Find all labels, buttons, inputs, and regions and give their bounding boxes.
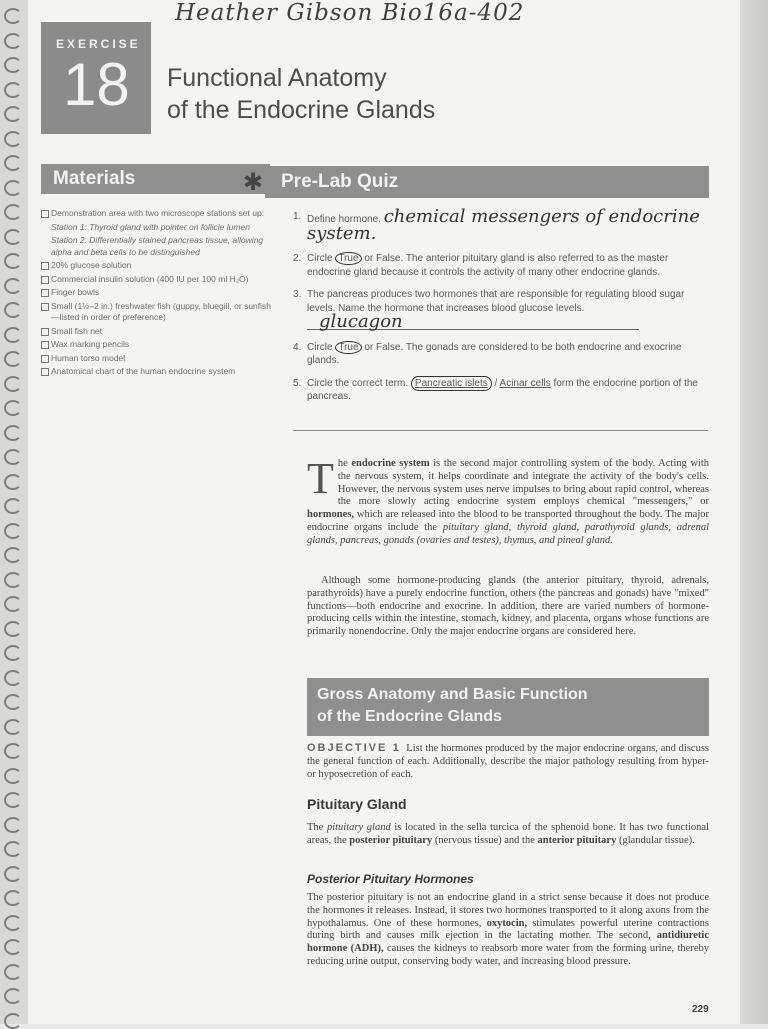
circled-true-2: True [335,252,361,265]
materials-item: Small fish net [41,326,273,338]
exercise-badge [41,22,151,134]
circled-pancreatic-islets: Pancreatic islets [411,376,492,391]
spiral-ring [4,547,22,563]
spiral-ring [4,155,22,171]
quiz-question-1: 1. Define hormone. chemical messengers of endocrine system. [293,206,700,244]
circled-true-4: True [335,341,361,354]
page-number: 229 [692,1004,709,1015]
spiral-ring [4,890,22,906]
spiral-ring [4,1013,22,1029]
materials-item: Finger bowls [41,287,273,299]
spiral-ring [4,474,22,490]
intro-paragraph: The endocrine system is the second major controlling system of the body. Acting with the nervous system, it helps coordinate and integrate the activity of the body's cells. However, the nervous system uses nerve impulses to bring about rapid control, whereas the more slowly acting endocrine system employs chemical "messengers," or hormones, which are released into the blood to be transported throughout the body. The major endocrine organs include the pituitary gland, thyroid gland, parathyroid glands, adrenal glands, pancreas, gonads (ovaries and testes), thymus, and pineal gland. [307,454,709,546]
spiral-ring [4,449,22,465]
spiral-ring [4,253,22,269]
handwritten-answer-3: glucagon [307,315,639,330]
spiral-ring [4,572,22,588]
spiral-binding [0,0,28,1024]
spiral-ring [4,229,22,245]
quiz-question-3: 3. The pancreas produces two hormones that are responsible for regulating blood sugar levels. Name the hormone that increases blood glucose levels. glucagon [293,289,685,332]
spiral-ring [4,841,22,857]
title-line-2: of the Endocrine Glands [167,96,436,124]
spiral-ring [4,400,22,416]
gross-anatomy-heading: Gross Anatomy and Basic Function of the Endocrine Glands [307,678,709,736]
materials-list [41,208,273,380]
spiral-ring [4,8,22,24]
spiral-ring [4,278,22,294]
materials-heading: Materials [41,164,270,194]
spiral-ring [4,180,22,196]
quiz-question-4: 4. Circle True or False. The gonads are considered to be both endocrine and exocrine glands. [293,341,682,366]
spiral-ring [4,915,22,931]
spiral-ring [4,596,22,612]
spiral-ring [4,817,22,833]
materials-item: 20% glucose solution [41,260,273,272]
pituitary-heading: Pituitary Gland [307,796,407,812]
spiral-ring [4,866,22,882]
spiral-ring [4,82,22,98]
spiral-ring [4,939,22,955]
title-line-1: Functional Anatomy [167,64,387,92]
objective-1: OBJECTIVE 1 List the hormones produced by the major endocrine organs, and discuss the general function of each. Additionally, describe the major pathology resulting from hyper- or hyposecretion of each. [307,742,710,780]
posterior-pituitary-paragraph: The posterior pituitary is not an endocrine gland in a strict sense because it does not produce the hormones it releases. Instead, it stores two hormones transported to it along axons from the hypothalamus. One of these hormones, oxytocin, stimulates powerful uterine contractions during birth and causes milk ejection in the lactating mother. The second, antidiuretic hormone (ADH), causes the kidneys to reabsorb more water from the forming urine, thereby reducing urine output, conserving body water, and increasing blood pressure. [307,892,709,967]
spiral-ring [4,204,22,220]
posterior-pituitary-heading: Posterior Pituitary Hormones [307,872,474,886]
spiral-ring [4,33,22,49]
exercise-number: 18 [63,51,130,118]
spiral-ring [4,670,22,686]
exercise-label: EXERCISE [56,37,141,51]
materials-item: Human torso model [41,353,273,365]
spiral-ring [4,106,22,122]
spiral-ring [4,768,22,784]
spiral-ring [4,523,22,539]
spiral-ring [4,988,22,1004]
star-mark-icon: ✱ [243,169,264,196]
handwritten-name: Heather Gibson Bio16a-402 [175,0,525,26]
quiz-list [293,206,708,413]
option-acinar-cells: Acinar cells [499,377,551,389]
quiz-question-2: 2. Circle True or False. The anterior pituitary gland is also referred to as the master endocrine gland because it controls the activity of many other endocrine glands. [293,253,669,278]
spiral-ring [4,327,22,343]
page-title [167,62,435,126]
handwritten-answer-1: chemical messengers of endocrine system. [307,206,700,244]
spiral-ring [4,351,22,367]
prelab-quiz-heading: Pre-Lab Quiz [265,166,709,198]
pituitary-paragraph: The pituitary gland is located in the sella turcica of the sphenoid bone. It has two functional areas, the posterior pituitary (nervous tissue) and the anterior pituitary (glandular tissue). [307,822,710,846]
spiral-ring [4,743,22,759]
spiral-ring [4,719,22,735]
materials-item: Demonstration area with two microscope stations set up: [41,208,273,220]
spiral-ring [4,302,22,318]
quiz-divider [293,430,708,431]
spiral-ring [4,376,22,392]
spiral-ring [4,621,22,637]
materials-item: Station 2: Differentially stained pancreas tissue, allowing alpha and beta cells to be distinguished [51,235,264,257]
materials-item: Station 1: Thyroid gland with pointer on follicle lumen [51,221,250,232]
spiral-ring [4,57,22,73]
spiral-ring [4,645,22,661]
intro-paragraph-2: Although some hormone-producing glands (the anterior pituitary, thyroid, adrenals, parathyroids) have a purely endocrine function, others (the pancreas and gonads) have "mixed" functions—both endocrine and exocrine. In addition, there are varied numbers of hormone-producing cells within the intestine, stomach, kidney, and placenta, organs whose functions are primarily nonendocrine. Only the major endocrine organs are considered here. [307,575,709,638]
drop-cap: T [307,454,334,503]
materials-item: Small (1½–2 in.) freshwater fish (guppy, bluegill, or sunfish—listed in order of preference) [41,301,273,324]
spiral-ring [4,425,22,441]
spiral-ring [4,694,22,710]
page-edge-shadow [740,0,768,1024]
quiz-question-5: 5. Circle the correct term. Pancreatic islets / Acinar cells form the endocrine portion of the pancreas. [293,377,698,402]
spiral-ring [4,498,22,514]
spiral-ring [4,792,22,808]
objective-label: OBJECTIVE 1 [307,742,401,754]
materials-item: Anatomical chart of the human endocrine system [41,366,273,378]
spiral-ring [4,131,22,147]
spiral-ring [4,964,22,980]
materials-item: Wax marking pencils [41,339,273,351]
materials-item: Commercial insulin solution (400 IU per 100 ml H₂O) [41,274,273,286]
